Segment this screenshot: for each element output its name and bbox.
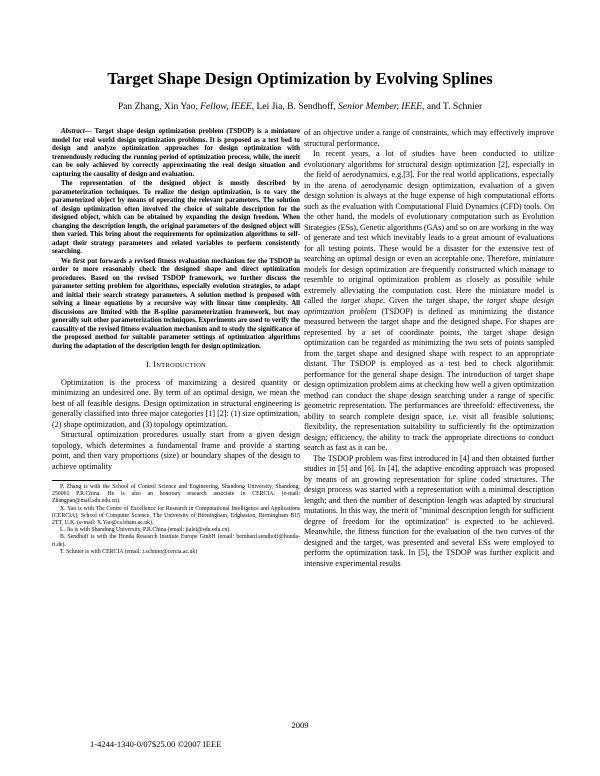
right-paragraph-2: The TSDOP problem was first introduced in [4] and then obtained further studies in [5] and [6]. In [4], the adaptive encoding approach was proposed by means of an growing representation for spline coded structures. The design process was started with a representation with a minimal description length; and then the number of description length was adapted by structural mutations. In this way, the merit of "minimal description length for sufficient degree of freedom for the optimization" is expected to be achieved. Meanwhile, the fitness function for the evaluation of the two curves of the designed and the target, was presented and several ESs were employed to perform the optimization task. In [5], the TSDOP was further explicit and intensive experimental results [304, 453, 554, 568]
term-tsdop: target shape design optimization problem [304, 296, 554, 316]
abstract-paragraph-1 [52, 128, 300, 179]
right-paragraph-1 [304, 149, 554, 454]
footnote-1: P. Zhang is with the School of Control Science and Engineering, Shandong University, Shandong, 250061 P.R.China. He is also an honorary research associate in CERCIA. (e-mail: Zhangpan@mail.sdu.edu.cn). [52, 484, 300, 505]
right-paragraph-0: of an objective under a range of constraints, which may effectively improve structural performance. [304, 128, 554, 148]
copyright-line: 1-4244-1340-0/07$25.00 ©2007 IEEE [90, 739, 222, 749]
intro-paragraph-2: Structural optimization procedures usually start from a given design topology, which determines a fundamental frame and provide a starting point, and then vary proportions (size) or boundary shapes of the design to achieve optimality [52, 430, 300, 471]
footnote-4: B. Sendhoff is with the Honda Research Institute Europe GmbH (email: bernhard.sendhoff@honda-ri.de). [52, 534, 300, 548]
author-role-2: Senior Member, IEEE [338, 101, 423, 112]
section-heading-introduction [52, 360, 300, 372]
footnote-5: T. Schnier is with CERCIA (email: t.schnier@cercia.ac.uk) [60, 548, 198, 555]
abstract-paragraph-3: We first put forwards a revised fitness evaluation mechanism for the TSDOP in order to more reasonably check the designed shape and direct optimization procedures. Based on the revised TSDOP framework, we further discuss the parameter setting problem for algorithms, especially evolution strategies, to adapt and initial their search strategy parameters. A solution method is proposed with solving a linear equations by a recursive way with linear time complexity. All discussions are limited with the B-spline parameterization framework, but may generally suit other parameterization techniques. Experiments are used to verify the causality of the revised fitness evaluation mechanism and to study the significance of the proposed method for suitable parameter settings of optimization algorithms during the adaptation of the description length for design optimization. [52, 257, 300, 350]
right-text-1b: . Given the target shape, the [383, 296, 488, 305]
abstract-text-1: — Target shape design optimization problem (TSDOP) is a miniature model for real world design optimization problems. It is proposed as a test bed to design and analyze optimization approaches for design optimization with tremendously reducing the running period of optimization process, while, the merit can be only achieved by correctly approximating the real design situation and capturing the causality of design and evaluation. [52, 128, 300, 178]
term-target-shape: target shape [341, 296, 383, 305]
intro-body [52, 378, 300, 473]
footnote-3: L. Jia is with Shandong University, P.R.China (email: jialei@sdu.edu.cn). [60, 527, 231, 534]
right-column [304, 128, 554, 569]
author-names-3: , and T. Schnier [422, 101, 483, 112]
right-text-1a: In recent years, a lot of studies have been conducted to utilize evolutionary algorithms for structural design optimization [2], especially in the field of aerodynamics, e.g.[3]. For the real world applications, especially in the arena of aerodynamic design optimization, evaluation of a given design solution is always at the huge expense of high computational efforts such as the evaluation with Computational Fluid Dynamics (CFD) tools. On the other hand, the models of evolutionary computation such as Evolution Strategies (ESs), Genetic algorithms (GAs) and so on are working in the way of generate and test which inevitably leads to a great amount of evaluations for all testing points. These would be a disaster for the extensive test of searching an optimal design or even an acceptable one. Therefore, miniature models for design optimization are frequently constructed which manage to resemble to original optimization problem as closely as possible while extremely alleviating the computation cost. Here the miniature model is called the [304, 149, 554, 305]
footnotes [52, 484, 300, 556]
page-number: 2009 [291, 720, 309, 730]
footnote-2: X. Yao is with The Centre of Excellence for Research in Computational Intelligence and Applications (CERCIA), School of Computer Science, The University of Birmingham, Edgbaston, Birmingham B15 2TT, U.K. (e-mail: X.Yao@cs.bham.ac.uk). [52, 505, 300, 527]
left-column [52, 128, 300, 556]
abstract [52, 128, 300, 351]
section-numeral: I. [145, 360, 154, 369]
section-head-cap: I [153, 360, 157, 369]
right-text-1c: (TSDOP) is defined as minimizing the distance measured between the target shape and the designed shape. For shapes are represented by a set of coordinate points, the target shape design optimization can be regarded as minimizing the two sets of points sampled from the target shape and designed shape with respect to an appropriate distant. The TSDOP is employed as a test bed to check algorithmic performance for the general shape design. The introduction of target shape design optimization problem aims at checking how well a given optimization method can conduct the shape design searching under a range of specific geometric representation. The performances are threefold: effectiveness, the ability to search complete design space, i.e. visit all feasible solutions; flexibility, the representation suitability to sufficiently fit the optimization design; efficiency, the ability to track the appropriate directions to conduct search as fast as it can be. [304, 306, 554, 452]
section-head-rest: NTRODUCTION [156, 362, 207, 369]
abstract-paragraph-2: The representation of the designed object is mostly described by parameterization techniques. To realize the design optimization, is to vary the parameterized object by means of operating the relevant parameters. The solution of design optimization often involved the choice of suitable description for the designed object, which can be obtained by expanding the design freedom. When changing the description length, the original parameters of the designed object will then varied. This bring about the requirements for optimization algorithms to self-adapt their strategy parameters and related variables to perform consistently searching. [52, 180, 300, 255]
abstract-label: Abstract [61, 128, 85, 135]
author-role-1: Fellow, IEEE [200, 101, 252, 112]
author-names-2: , Lei Jia, B. Sendhoff, [251, 101, 339, 112]
intro-paragraph-1: Optimization is the process of maximizing a desired quantity or minimizing an undesired one. By term of an optimal design, we mean the best of all feasible designs. Design optimization in structural engineering is generally classified into three major categories [1] [2]: (1) size optimization, (2) shape optimization, and (3) topology optimization. [52, 377, 300, 429]
footnote-rule [52, 480, 122, 481]
author-names-1: Pan Zhang, Xin Yao, [117, 101, 201, 112]
author-line [0, 101, 600, 112]
paper-title: Target Shape Design Optimization by Evolving Splines [107, 69, 493, 88]
